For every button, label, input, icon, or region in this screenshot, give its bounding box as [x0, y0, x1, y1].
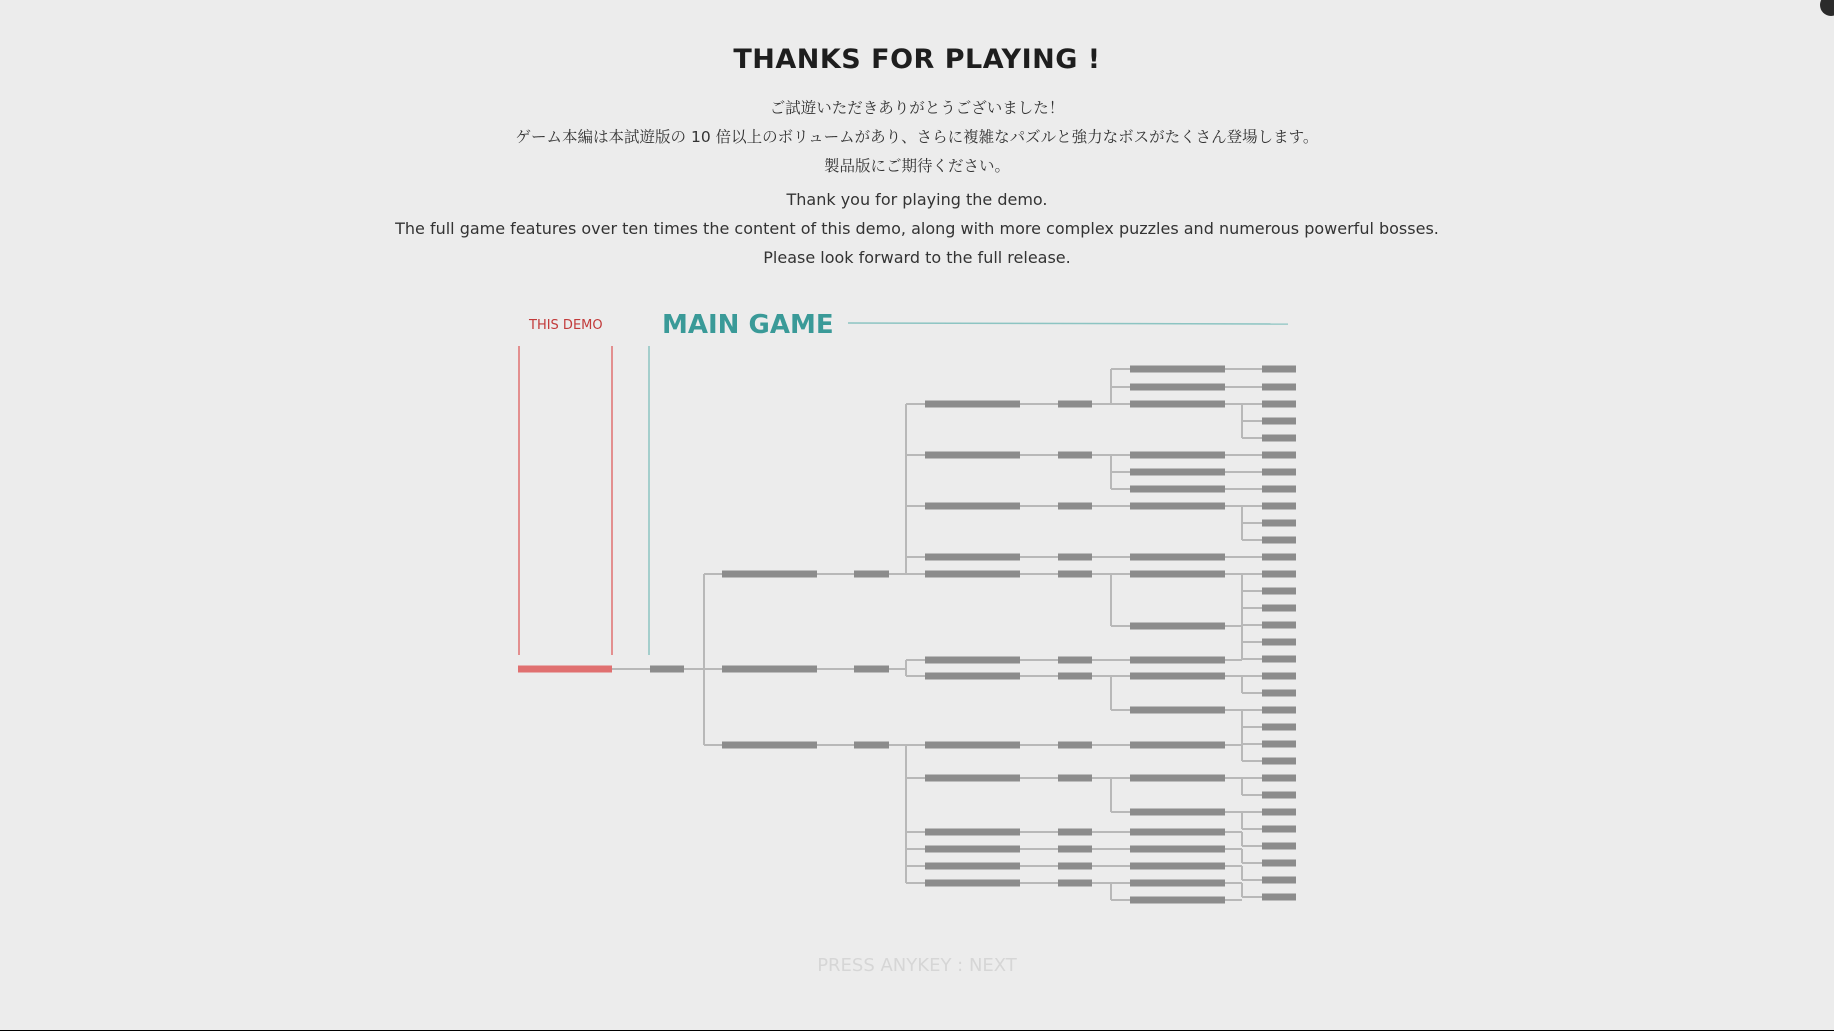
tree-stage — [1058, 554, 1092, 561]
tree-stage — [1058, 673, 1092, 680]
demo-stage-bar — [518, 666, 612, 673]
tree-stage — [1058, 503, 1092, 510]
tree-stage — [1130, 742, 1225, 749]
tree-stage — [1130, 829, 1225, 836]
tree-stage — [1130, 384, 1225, 391]
tree-stage — [1262, 486, 1296, 493]
message-en-line-3: Please look forward to the full release. — [763, 248, 1071, 267]
tree-stage — [1262, 894, 1296, 901]
tree-stage — [1262, 775, 1296, 782]
message-jp-line-2: ゲーム本編は本試遊版の 10 倍以上のボリュームがあり、さらに複雑なパズルと強力なボスがたくさん登場します。 — [515, 128, 1319, 146]
tree-stage — [1058, 846, 1092, 853]
tree-stage — [925, 503, 1020, 510]
tree-stage — [1262, 605, 1296, 612]
message-en-line-2: The full game features over ten times the content of this demo, along with more complex puzzles and numerous powerful bosses. — [395, 219, 1439, 238]
tree-stage — [1058, 742, 1092, 749]
message-jp-line-3: 製品版にご期待ください。 — [823, 157, 1010, 175]
message-en-line-1: Thank you for playing the demo. — [786, 190, 1048, 209]
tree-stage — [1262, 452, 1296, 459]
tree-stage — [925, 554, 1020, 561]
tree-stage — [854, 742, 889, 749]
tree-stage — [925, 673, 1020, 680]
tree-stage — [722, 571, 817, 578]
tree-stage — [1058, 571, 1092, 578]
tree-stage — [1130, 401, 1225, 408]
this-demo-label: THIS DEMO — [529, 318, 603, 333]
tree-stage — [925, 742, 1020, 749]
tree-stage — [1130, 863, 1225, 870]
tree-stage — [1058, 452, 1092, 459]
tree-stage — [1130, 571, 1225, 578]
tree-stage — [1262, 741, 1296, 748]
tree-stage — [925, 452, 1020, 459]
tree-stage — [722, 742, 817, 749]
tree-stage — [1262, 588, 1296, 595]
tree-stage — [1262, 571, 1296, 578]
tree-stage — [1130, 486, 1225, 493]
tree-stage — [1262, 673, 1296, 680]
tree-stage — [1130, 554, 1225, 561]
thanks-title: THANKS FOR PLAYING ! — [733, 44, 1101, 75]
tree-stage — [925, 829, 1020, 836]
tree-stage — [1262, 469, 1296, 476]
main-game-label: MAIN GAME — [662, 310, 834, 340]
tree-stage — [1262, 792, 1296, 799]
tree-stage — [925, 657, 1020, 664]
tree-stage — [1058, 829, 1092, 836]
tree-stage — [1262, 639, 1296, 646]
tree-stage — [854, 666, 889, 673]
tree-stage — [1058, 863, 1092, 870]
tree-stage — [1130, 452, 1225, 459]
tree-stage — [1130, 880, 1225, 887]
tree-stage — [1058, 401, 1092, 408]
tree-stage — [1130, 846, 1225, 853]
press-any-key-prompt[interactable]: PRESS ANYKEY : NEXT — [817, 955, 1017, 976]
tree-stage — [1130, 469, 1225, 476]
tree-stage — [1262, 418, 1296, 425]
tree-stage — [1262, 826, 1296, 833]
tree-stage — [1262, 877, 1296, 884]
tree-stage — [1130, 366, 1225, 373]
tree-stage — [1130, 657, 1225, 664]
tree-stage — [1058, 657, 1092, 664]
tree-stage — [1262, 537, 1296, 544]
tree-stage — [925, 775, 1020, 782]
tree-stage — [1130, 775, 1225, 782]
tree-stage — [1130, 809, 1225, 816]
tree-stage — [722, 666, 817, 673]
tree-stage — [1130, 503, 1225, 510]
tree-stage — [1262, 690, 1296, 697]
tree-stage — [1130, 673, 1225, 680]
tree-stage — [925, 863, 1020, 870]
tree-stage — [925, 401, 1020, 408]
tree-stage — [1262, 656, 1296, 663]
tree-stage — [1130, 897, 1225, 904]
tree-stage — [1262, 707, 1296, 714]
tree-stage — [1262, 724, 1296, 731]
tree-stage — [1262, 860, 1296, 867]
tree-stage — [925, 571, 1020, 578]
tree-stage — [854, 571, 889, 578]
tree-stage — [1262, 503, 1296, 510]
tree-stage — [1262, 809, 1296, 816]
tree-stage — [1262, 843, 1296, 850]
main-game-header-line — [848, 323, 1288, 324]
tree-stage — [1262, 366, 1296, 373]
tree-stage — [925, 880, 1020, 887]
tree-stage — [1058, 775, 1092, 782]
tree-stage — [1058, 880, 1092, 887]
tree-stage — [1130, 623, 1225, 630]
tree-stage — [925, 846, 1020, 853]
tree-stage — [1262, 622, 1296, 629]
tree-stage — [1262, 435, 1296, 442]
tree-stage — [1262, 520, 1296, 527]
tree-stage — [1262, 401, 1296, 408]
message-jp-line-1: ご試遊いただきありがとうございました！ — [769, 99, 1065, 117]
tree-stage — [1262, 384, 1296, 391]
tree-stage — [1130, 707, 1225, 714]
tree-stage — [1262, 758, 1296, 765]
tree-stage — [1262, 554, 1296, 561]
tree-stage — [650, 666, 684, 673]
